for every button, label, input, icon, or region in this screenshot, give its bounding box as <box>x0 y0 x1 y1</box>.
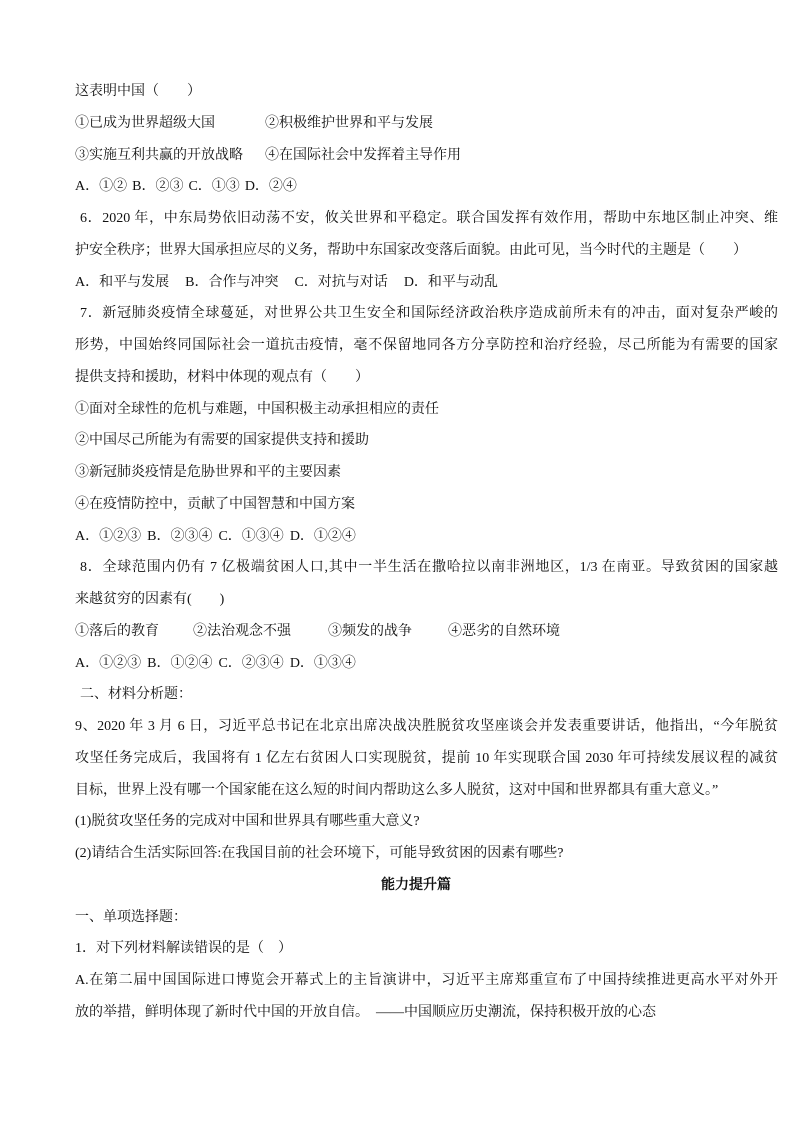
answer-option: D．①②④ <box>289 528 356 544</box>
answer-option: C．②③④ <box>218 655 284 671</box>
answer-option-line: 放的举措，鲜明体现了新时代中国的开放自信。 ——中国顺应历史潮流，保持积极开放的心态 <box>75 1004 656 1020</box>
question-stem-line: 护安全秩序；世界大国承担应尽的义务，帮助中东国家改变落后面貌。由此可见，当今时代的主题是（ ） <box>75 242 747 258</box>
answer-option: C．①③④ <box>218 528 284 544</box>
answer-option: A．①②③ <box>75 528 142 544</box>
question-stem-line: 这表明中国（ ） <box>75 84 201 99</box>
section-heading: 二、材料分析题： <box>80 687 192 703</box>
answer-options <box>75 171 778 203</box>
answer-options <box>75 521 778 553</box>
sub-question: (2)请结合生活实际回答:在我国目前的社会环境下，可能导致贫困的因素有哪些? <box>75 846 564 861</box>
material-line: 攻坚任务完成后，我国将有 1 亿左右贫困人口实现脱贫，提前 10 年实现联合国 2030 年可持续发展议程的减贫 <box>75 750 778 766</box>
statement: ④在国际社会中发挥着主导作用 <box>265 147 461 163</box>
statement: ②中国尽己所能为有需要的国家提供支持和援助 <box>75 433 369 449</box>
part-title: 能力提升篇 <box>381 877 451 893</box>
section-heading: 一、单项选择题： <box>75 909 187 925</box>
answer-option: D．和平与动乱 <box>403 274 498 290</box>
answer-option: D．①③④ <box>289 655 356 671</box>
answer-option: B．①②④ <box>147 655 213 671</box>
question-stem-line: 来越贫穷的因素有( ) <box>75 592 225 607</box>
question-stem-line: 提供支持和援助，材料中体现的观点有（ ） <box>75 369 369 385</box>
page-content <box>75 76 778 1029</box>
answer-option-line: A.在第二届中国国际进口博览会开幕式上的主旨演讲中，习近平主席郑重宣布了中国持续推进更高水平对外开 <box>75 973 778 988</box>
answer-option: B．②③ <box>132 179 184 195</box>
statement-row <box>75 108 778 140</box>
statement: ①落后的教育 <box>75 623 159 639</box>
statement: ②法治观念不强 <box>193 623 291 639</box>
question-stem-line: 1．对下列材料解读错误的是（ ） <box>75 941 292 957</box>
answer-option: A．①②③ <box>75 655 142 671</box>
statement: ③频发的战争 <box>328 623 412 639</box>
statement: ①已成为世界超级大国 <box>75 115 215 131</box>
answer-option: C．①③ <box>188 179 240 195</box>
material-line: 9、2020 年 3 月 6 日，习近平总书记在北京出席决战决胜脱贫攻坚座谈会并发表重要讲话，他指出，“今年脱贫 <box>75 719 778 734</box>
statement: ③新冠肺炎疫情是危胁世界和平的主要因素 <box>75 465 341 480</box>
sub-question: (1)脱贫攻坚任务的完成对中国和世界具有哪些重大意义? <box>75 814 420 830</box>
answer-option: B．②③④ <box>147 528 213 544</box>
statement: ④恶劣的自然环境 <box>448 623 560 639</box>
answer-option: B．合作与冲突 <box>185 274 279 290</box>
question-stem-line: 形势，中国始终同国际社会一道抗击疫情，毫不保留地同各方分享防控和治疗经验，尽己所能为有需要的国家 <box>75 338 778 353</box>
question-stem-line: 7．新冠肺炎疫情全球蔓延，对世界公共卫生安全和国际经济政治秩序造成前所未有的冲击，面对复杂严峻的 <box>80 306 778 322</box>
statement: ④在疫情防控中，贡献了中国智慧和中国方案 <box>75 496 355 512</box>
question-stem-line: 8．全球范围内仍有 7 亿极端贫困人口,其中一半生活在撒哈拉以南非洲地区，1/3 在南亚。导致贫困的国家越 <box>80 560 778 576</box>
statement-row <box>75 140 778 172</box>
material-line: 目标，世界上没有哪一个国家能在这么短的时间内帮助这么多人脱贫，这对中国和世界都具有重大意义。” <box>75 782 719 798</box>
answer-option: A．①② <box>75 179 128 195</box>
answer-options <box>75 267 778 299</box>
statement: ②积极维护世界和平与发展 <box>265 115 433 131</box>
statement: ①面对全球性的危机与难题，中国积极主动承担相应的责任 <box>75 401 439 417</box>
question-stem-line: 6．2020 年，中东局势依旧动荡不安，攸关世界和平稳定。联合国发挥有效作用，帮助中东地区制止冲突、维 <box>80 211 778 226</box>
statement-row <box>75 616 778 648</box>
statement: ③实施互利共赢的开放战略 <box>75 147 243 163</box>
answer-option: A．和平与发展 <box>75 274 170 290</box>
answer-option: C．对抗与对话 <box>294 274 388 290</box>
answer-options <box>75 648 778 680</box>
answer-option: D．②④ <box>244 179 297 195</box>
